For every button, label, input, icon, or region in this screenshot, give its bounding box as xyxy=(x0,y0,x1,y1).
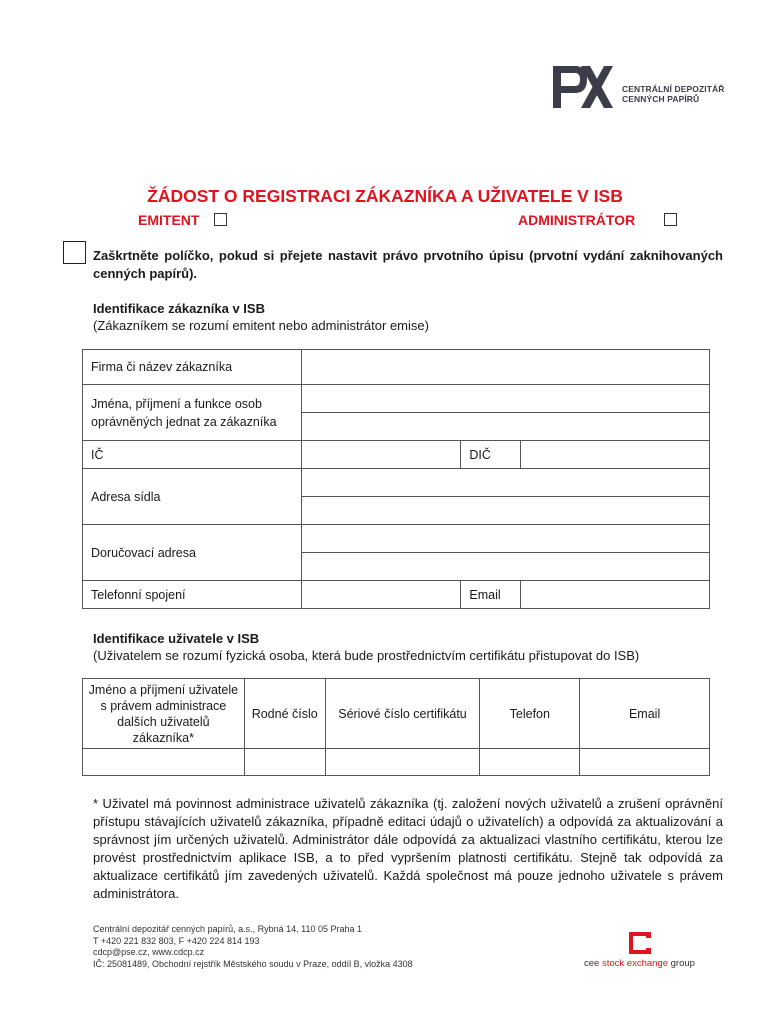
col-header-seriove-cislo: Sériové číslo certifikátu xyxy=(325,679,480,749)
footer-line-2: T +420 221 832 803, F +420 224 814 193 xyxy=(93,935,260,946)
logo-text xyxy=(622,84,724,104)
label-email: Email xyxy=(461,581,521,609)
logo-line-1: CENTRÁLNÍ DEPOZITÁŘ xyxy=(622,84,725,94)
email-field[interactable] xyxy=(521,581,710,609)
label-dorucovaci: Doručovací adresa xyxy=(83,525,302,581)
px-logo-icon xyxy=(553,66,613,108)
user-certificate-field[interactable] xyxy=(325,749,480,776)
group-logo-part-3: group xyxy=(667,958,695,969)
primary-issuance-checkbox[interactable] xyxy=(63,241,86,264)
role-emitent-label: EMITENT xyxy=(138,212,200,228)
group-logo-part-2: stock exchange xyxy=(601,958,668,969)
customer-section-note: (Zákazníkem se rozumí emitent nebo administrátor emise) xyxy=(93,318,429,333)
page-title: ŽÁDOST O REGISTRACI ZÁKAZNÍKA A UŽIVATELE V ISB xyxy=(147,186,623,206)
label-adresa: Adresa sídla xyxy=(83,469,302,525)
footer-address xyxy=(93,924,413,970)
footer-line-1: Centrální depozitář cenných papírů, a.s., Rybná 14, 110 05 Praha 1 xyxy=(93,924,363,934)
label-firma: Firma či název zákazníka xyxy=(83,350,302,385)
adresa-field-1[interactable] xyxy=(301,469,709,497)
emitent-checkbox[interactable] xyxy=(214,213,227,226)
col-header-telefon: Telefon xyxy=(480,679,580,749)
telefon-field[interactable] xyxy=(301,581,461,609)
ic-field[interactable] xyxy=(301,441,461,469)
col-header-email: Email xyxy=(580,679,710,749)
role-administrator-label: ADMINISTRÁTOR xyxy=(518,212,636,228)
footer-line-4: IČ: 25081489, Obchodní rejstřík Městského soudu v Praze, oddíl B, vložka 4308 xyxy=(93,958,413,969)
label-ic: IČ xyxy=(83,441,302,469)
user-section-heading: Identifikace uživatele v ISB xyxy=(93,631,260,646)
table-row xyxy=(83,749,710,776)
footnote: * Uživatel má povinnost administrace uživatelů zákazníka (tj. založení nových uživatelů a zrušení oprávnění přístupu stávajících uživatelů zákazníka, případně editaci údajů o uživatelích) a odpovídá za aktualizování a správnost jím určených uživatelů. Administrátor dále odpovídá za aktualizaci vlastního certifikátu, kterou lze provést prostřednictvím aplikace ISB, a to před vypršením platnosti certifikátu. Stejně tak odpovídá za aktualizace certifikátů jím zavedených uživatelů. Každá společnost má pouze jednoho uživatele s právem administrátora. xyxy=(93,796,723,901)
user-email-field[interactable] xyxy=(580,749,710,776)
jmena-field-1[interactable] xyxy=(301,385,709,413)
dorucovaci-field-2[interactable] xyxy=(301,553,709,581)
footer-line-3: cdcp@pse.cz, www.cdcp.cz xyxy=(93,947,205,957)
adresa-field-2[interactable] xyxy=(301,497,709,525)
user-section-note: (Uživatelem se rozumí fyzická osoba, která bude prostřednictvím certifikátu přistupovat do ISB) xyxy=(93,648,640,663)
firma-field[interactable] xyxy=(301,350,709,385)
logo-line-2: CENNÝCH PAPÍRŮ xyxy=(622,94,700,104)
customer-section-heading: Identifikace zákazníka v ISB xyxy=(93,301,265,316)
user-phone-field[interactable] xyxy=(480,749,580,776)
user-birth-number-field[interactable] xyxy=(244,749,325,776)
user-table xyxy=(82,678,710,776)
group-logo-text xyxy=(584,958,695,969)
col-header-jmeno: Jméno a příjmení uživatele s právem administrace dalších uživatelů zákazníka* xyxy=(83,679,245,749)
label-jmena: Jména, příjmení a funkce osob oprávněných jednat za zákazníka xyxy=(83,385,302,441)
label-dic: DIČ xyxy=(461,441,521,469)
administrator-checkbox[interactable] xyxy=(664,213,677,226)
label-telefon: Telefonní spojení xyxy=(83,581,302,609)
cee-logo-icon xyxy=(629,932,651,954)
group-logo-part-1: cee xyxy=(584,958,602,969)
dic-field[interactable] xyxy=(521,441,710,469)
jmena-field-2[interactable] xyxy=(301,413,709,441)
dorucovaci-field-1[interactable] xyxy=(301,525,709,553)
col-header-rodne-cislo: Rodné číslo xyxy=(244,679,325,749)
customer-table xyxy=(82,349,710,609)
primary-issuance-text: Zaškrtněte políčko, pokud si přejete nastavit právo prvotního úpisu (prvotní vydání zaknihovaných cenných papírů). xyxy=(93,248,723,281)
user-name-field[interactable] xyxy=(83,749,245,776)
